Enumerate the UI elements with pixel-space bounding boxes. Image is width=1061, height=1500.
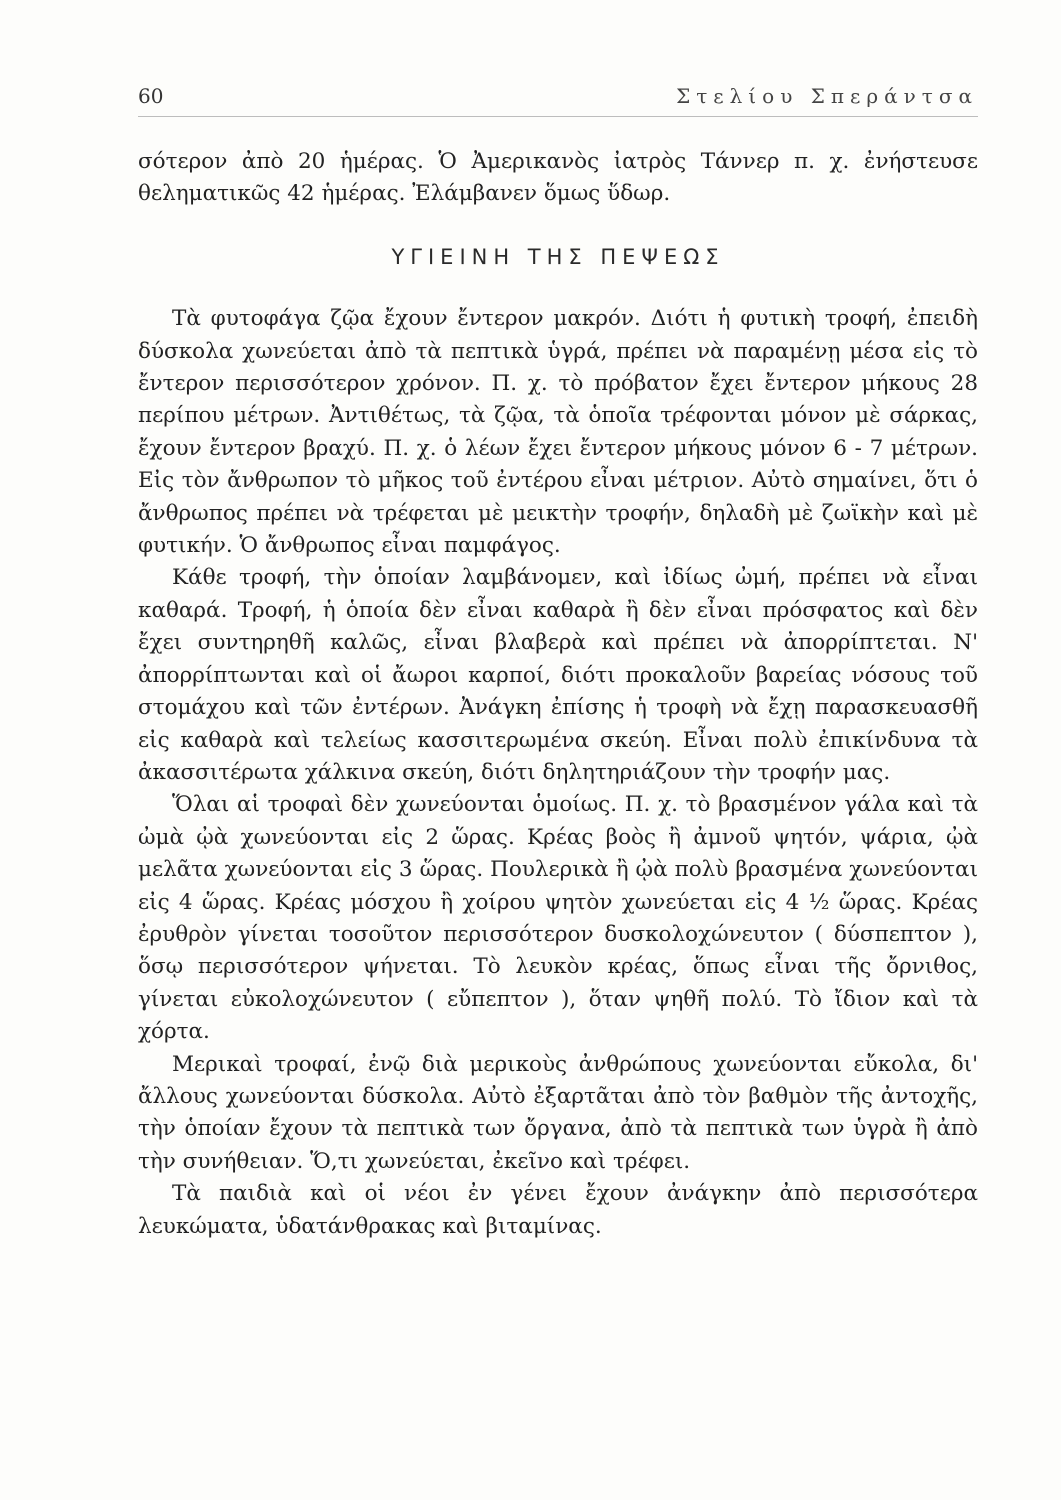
paragraph-individual-digestion: Μερικαὶ τροφαί, ἐνῷ διὰ μερικοὺς ἀνθρώπους χωνεύονται εὔκολα, δι' ἄλλους χωνεύονται δύσκολα. Αὐτὸ ἐξαρτᾶται ἀπὸ τὸν βαθμὸν τῆς ἀντοχῆς, τὴν ὁποίαν ἔχουν τὰ πεπτικὰ των ὄργανα, ἀπὸ τὰ πεπτικὰ των ὑγρὰ ἢ ἀπὸ τὴν συνήθειαν. Ὅ,τι χωνεύεται, ἐκεῖνο καὶ τρέφει.	[138, 1051, 978, 1174]
paragraph-digestion-times: Ὅλαι αἱ τροφαὶ δὲν χωνεύονται ὁμοίως. Π. χ. τὸ βρασμένον γάλα καὶ τὰ ὠμὰ ᾠὰ χωνεύονται εἰς 2 ὥρας. Κρέας βοὸς ἢ ἀμνοῦ ψητόν, ψάρια, ᾠὰ μελᾶτα χωνεύονται εἰς 3 ὥρας. Πουλερικὰ ἢ ᾠὰ πολὺ βρασμένα χωνεύονται εἰς 4 ὥρας. Κρέας μόσχου ἢ χοίρου ψητὸν χωνεύεται εἰς 4 ½ ὥρας. Κρέας ἐρυθρὸν γίνεται τοσοῦτον περισσότερον δυσκολοχώνευτον ( δύσπεπτον ), ὅσῳ περισσότερον ψήνεται. Τὸ λευκὸν κρέας, ὅπως εἶναι τῆς ὄρνιθος, γίνεται εὐκολοχώνευτον ( εὔπεπτον ), ὅταν ψηθῆ πολύ. Τὸ ἴδιον καὶ τὰ χόρτα.	[138, 792, 978, 1045]
section-title: ΥΓΙΕΙΝΗ ΤΗΣ ΠΕΨΕΩΣ	[391, 244, 725, 269]
paragraph-intestine-length: Τὰ φυτοφάγα ζῷα ἔχουν ἔντερον μακρόν. Διότι ἡ φυτικὴ τροφή, ἐπειδὴ δύσκολα χωνεύεται ἀπὸ τὰ πεπτικὰ ὑγρά, πρέπει νὰ παραμένῃ μέσα εἰς τὸ ἔντερον περισσότερον χρόνον. Π. χ. τὸ πρόβατον ἔχει ἔντερον μήκους 28 περίπου μέτρων. Ἀντιθέτως, τὰ ζῷα, τὰ ὁποῖα τρέφονται μόνον μὲ σάρκας, ἔχουν ἔντερον βραχύ. Π. χ. ὁ λέων ἔχει ἔντερον μήκους μόνον 6 - 7 μέτρων. Εἰς τὸν ἄνθρωπον τὸ μῆκος τοῦ ἐντέρου εἶναι μέτριον. Αὐτὸ σημαίνει, ὅτι ὁ ἄνθρωπος πρέπει νὰ τρέφεται μὲ μεικτὴν τροφήν, δηλαδὴ μὲ ζωϊκὴν καὶ μὲ φυτικήν. Ὁ ἄνθρωπος εἶναι παμφάγος.	[138, 306, 978, 559]
paragraph-clean-food: Κάθε τροφή, τὴν ὁποίαν λαμβάνομεν, καὶ ἰδίως ὠμή, πρέπει νὰ εἶναι καθαρά. Τροφή, ἡ ὁποία δὲν εἶναι καθαρὰ ἢ δὲν εἶναι πρόσφατος καὶ δὲν ἔχει συντηρηθῆ καλῶς, εἶναι βλαβερὰ καὶ πρέπει νὰ ἀπορρίπτεται. Ν' ἀπορρίπτωνται καὶ οἱ ἄωροι καρποί, διότι προκαλοῦν βαρείας νόσους τοῦ στομάχου καὶ τῶν ἐντέρων. Ἀνάγκη ἐπίσης ἡ τροφὴ νὰ ἔχῃ παρασκευασθῆ εἰς καθαρὰ καὶ τελείως κασσιτερωμένα σκεύη. Εἶναι πολὺ ἐπικίνδυνα τὰ ἀκασσιτέρωτα χάλκινα σκεύη, διότι δηλητηριάζουν τὴν τροφήν μας.	[138, 565, 978, 785]
body-text	[138, 146, 978, 1243]
paragraph-children-needs: Τὰ παιδιὰ καὶ οἱ νέοι ἐν γένει ἔχουν ἀνάγκην ἀπὸ περισσότερα λευκώματα, ὑδατάνθρακας καὶ βιταμίνας.	[138, 1181, 978, 1239]
running-head-author: Στελίου Σπεράντσα	[676, 84, 978, 108]
page-header	[138, 82, 978, 117]
page-number: 60	[138, 84, 164, 108]
intro-paragraph: σότερον ἀπὸ 20 ἡμέρας. Ὁ Ἀμερικανὸς ἰατρὸς Τάννερ π. χ. ἐνήστευσε θεληματικῶς 42 ἡμέρας. Ἐλάμβανεν ὅμως ὕδωρ.	[138, 149, 978, 207]
